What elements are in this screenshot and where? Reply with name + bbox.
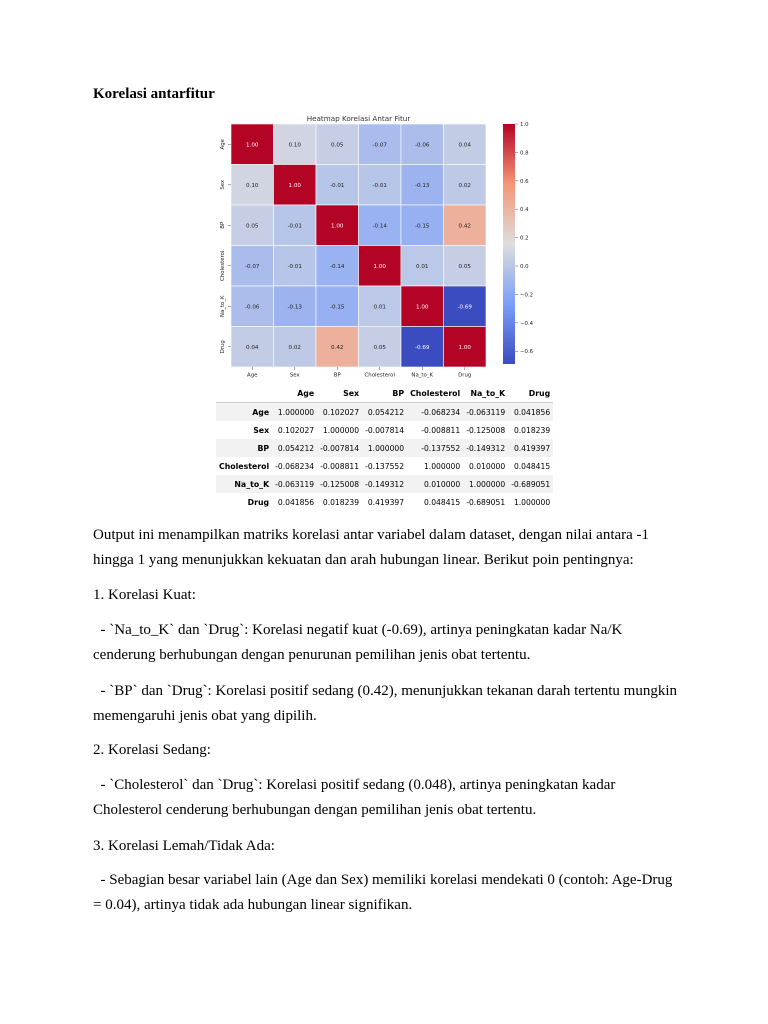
colorbar-tick-label: −0.6: [520, 349, 534, 356]
table-cell: -0.689051: [511, 479, 551, 489]
table-cell: 1.000000: [367, 443, 405, 453]
table-cell: 0.010000: [423, 479, 461, 489]
x-tick-label: Na_to_K: [411, 372, 434, 378]
table-cell: 0.054212: [277, 443, 315, 453]
table-header-cell: Age: [272, 384, 317, 403]
heatmap-cell-label: -0.13: [415, 182, 430, 189]
table-header-cell: Na_to_K: [463, 384, 508, 403]
heatmap-cell-label: 0.02: [458, 182, 471, 189]
heatmap-cell-label: -0.14: [330, 263, 345, 270]
heatmap-cell-label: 1.00: [246, 142, 259, 149]
table-cell: 1.000000: [468, 479, 506, 489]
heatmap-cell-label: 0.42: [331, 344, 344, 351]
heatmap-cell-label: -0.69: [415, 344, 430, 351]
heatmap-cell-label: 0.05: [331, 142, 344, 149]
strong-correlation-point-1: - `Na_to_K` dan `Drug`: Korelasi negatif kuat (-0.69), artinya peningkatan kadar Na/K cenderung berhubungan dengan penurunan pemilihan jenis obat tertentu.: [93, 622, 623, 663]
heatmap-cell-label: 1.00: [288, 182, 301, 189]
table-cell: 0.010000: [468, 461, 506, 471]
row-label: Na_to_K: [234, 479, 270, 489]
intro-paragraph: Output ini menampilkan matriks korelasi antar variabel dalam dataset, dengan nilai antara -1 hingga 1 yang menunjukkan kekuatan dan arah hubungan linear. Berikut poin pentingnya:: [93, 527, 650, 568]
strong-correlation-point-2: - `BP` dan `Drug`: Korelasi positif sedang (0.42), menunjukkan tekanan darah tertentu mungkin memengaruhi jenis obat yang dipilih.: [93, 683, 678, 724]
table-cell: 0.041856: [277, 497, 315, 507]
table-cell: -0.008811: [320, 461, 360, 471]
table-cell: -0.149312: [365, 479, 405, 489]
row-label: BP: [257, 443, 270, 453]
table-cell: -0.137552: [421, 443, 461, 453]
chart-title: Heatmap Korelasi Antar Fitur: [306, 114, 411, 123]
y-tick-label: Drug: [220, 340, 226, 354]
table-cell: 0.048415: [513, 461, 551, 471]
heatmap-cell-label: 0.42: [458, 223, 471, 230]
table-cell: 0.102027: [322, 407, 360, 417]
heatmap-cell-label: 1.00: [331, 223, 344, 230]
colorbar: [503, 124, 515, 364]
y-tick-label: Na_to_K: [220, 295, 226, 318]
y-tick-label: Cholesterol: [220, 250, 226, 281]
table-cell: -0.125008: [466, 425, 506, 435]
table-row: [216, 475, 553, 493]
heatmap-cell-label: 0.10: [288, 142, 301, 149]
heatmap-cell-label: 0.04: [246, 344, 259, 351]
table-cell: 0.102027: [277, 425, 315, 435]
row-label: Cholesterol: [219, 461, 270, 471]
heatmap-chart: [216, 114, 546, 378]
heatmap-figure: [216, 114, 546, 378]
heatmap-cell-label: -0.01: [330, 182, 345, 189]
table-cell: -0.008811: [421, 425, 461, 435]
heatmap-cell-label: 0.01: [416, 263, 429, 270]
table-cell: 0.419397: [513, 443, 551, 453]
correlation-table-wrap: [216, 384, 551, 511]
row-label: Drug: [247, 497, 270, 507]
heatmap-cell-label: -0.01: [372, 182, 387, 189]
table-cell: 0.054212: [367, 407, 405, 417]
x-tick-label: Drug: [458, 372, 472, 378]
colorbar-tick-label: 0.0: [520, 264, 529, 271]
moderate-correlation-point: - `Cholesterol` dan `Drug`: Korelasi positif sedang (0.048), artinya peningkatan kadar Cholesterol cenderung berhubungan dengan pemilihan jenis obat tertentu.: [93, 777, 616, 818]
heatmap-cell-label: -0.13: [287, 304, 302, 311]
table-row: [216, 403, 553, 422]
colorbar-tick-label: −0.4: [520, 320, 534, 327]
correlation-table: [216, 384, 553, 511]
heatmap-cell-label: 0.02: [288, 344, 301, 351]
table-cell: -0.137552: [365, 461, 405, 471]
table-cell: 0.419397: [367, 497, 405, 507]
table-cell: 1.000000: [322, 425, 360, 435]
heatmap-cell-label: -0.06: [245, 304, 260, 311]
heatmap-cell-label: 1.00: [458, 344, 471, 351]
table-cell: 0.048415: [423, 497, 461, 507]
heatmap-cell-label: 0.05: [373, 344, 386, 351]
row-label: Age: [252, 407, 270, 417]
table-cell: 0.018239: [322, 497, 360, 507]
table-header-cell: Sex: [317, 384, 362, 403]
table-cell: -0.068234: [421, 407, 461, 417]
table-header-cell: Drug: [508, 384, 553, 403]
table-row: [216, 493, 553, 511]
heatmap-cell-label: 1.00: [416, 304, 429, 311]
heatmap-cell-label: 0.04: [458, 142, 471, 149]
heatmap-cell-label: 0.05: [246, 223, 259, 230]
weak-correlation-heading: 3. Korelasi Lemah/Tidak Ada:: [93, 838, 275, 854]
y-tick-label: BP: [220, 221, 226, 229]
table-cell: -0.063119: [275, 479, 315, 489]
table-row: [216, 421, 553, 439]
table-cell: -0.007814: [365, 425, 405, 435]
heatmap-cell-label: -0.01: [287, 263, 302, 270]
table-cell: -0.068234: [275, 461, 315, 471]
table-header-row: [216, 384, 553, 403]
table-cell: 1.000000: [277, 407, 315, 417]
heatmap-cell-label: -0.15: [330, 304, 345, 311]
heatmap-cell-label: -0.01: [287, 223, 302, 230]
heatmap-cell-label: -0.15: [415, 223, 430, 230]
strong-correlation-heading: 1. Korelasi Kuat:: [93, 587, 196, 603]
table-cell: 1.000000: [513, 497, 551, 507]
colorbar-tick-label: 1.0: [520, 122, 529, 128]
table-cell: 0.018239: [513, 425, 551, 435]
table-cell: -0.125008: [320, 479, 360, 489]
table-cell: -0.063119: [466, 407, 506, 417]
table-cell: -0.689051: [466, 497, 506, 507]
table-row: [216, 457, 553, 475]
x-tick-label: Sex: [289, 372, 300, 378]
table-header-cell: Cholesterol: [407, 384, 463, 403]
weak-correlation-point: - Sebagian besar variabel lain (Age dan Sex) memiliki korelasi mendekati 0 (contoh: Age-Drug = 0.04), artinya tidak ada hubungan linear signifikan.: [93, 872, 673, 913]
table-header-cell: BP: [362, 384, 407, 403]
table-cell: -0.007814: [320, 443, 360, 453]
heatmap-cell-label: 0.05: [458, 263, 471, 270]
y-tick-label: Sex: [220, 179, 226, 190]
colorbar-tick-label: 0.4: [520, 207, 529, 214]
colorbar-tick-label: −0.2: [520, 292, 534, 299]
heatmap-cell-label: 0.01: [373, 304, 386, 311]
table-row: [216, 439, 553, 457]
colorbar-tick-label: 0.2: [520, 235, 529, 242]
table-cell: 0.041856: [513, 407, 551, 417]
y-tick-label: Age: [220, 139, 226, 150]
x-tick-label: BP: [333, 372, 341, 378]
colorbar-tick-label: 0.8: [520, 150, 529, 157]
x-tick-label: Age: [247, 372, 258, 378]
table-cell: -0.149312: [466, 443, 506, 453]
heatmap-cell-label: 0.10: [246, 182, 259, 189]
heatmap-cell-label: -0.07: [372, 142, 387, 149]
heatmap-cell-label: -0.69: [457, 304, 472, 311]
table-cell: 1.000000: [423, 461, 461, 471]
heatmap-cell-label: -0.07: [245, 263, 260, 270]
x-tick-label: Cholesterol: [364, 372, 395, 378]
heatmap-cell-label: 1.00: [373, 263, 386, 270]
table-header-cell: [216, 384, 272, 403]
colorbar-tick-label: 0.6: [520, 178, 529, 185]
section-heading: Korelasi antarfitur: [93, 86, 215, 102]
row-label: Sex: [253, 425, 270, 435]
heatmap-cell-label: -0.06: [415, 142, 430, 149]
heatmap-cell-label: -0.14: [372, 223, 387, 230]
moderate-correlation-heading: 2. Korelasi Sedang:: [93, 742, 211, 758]
